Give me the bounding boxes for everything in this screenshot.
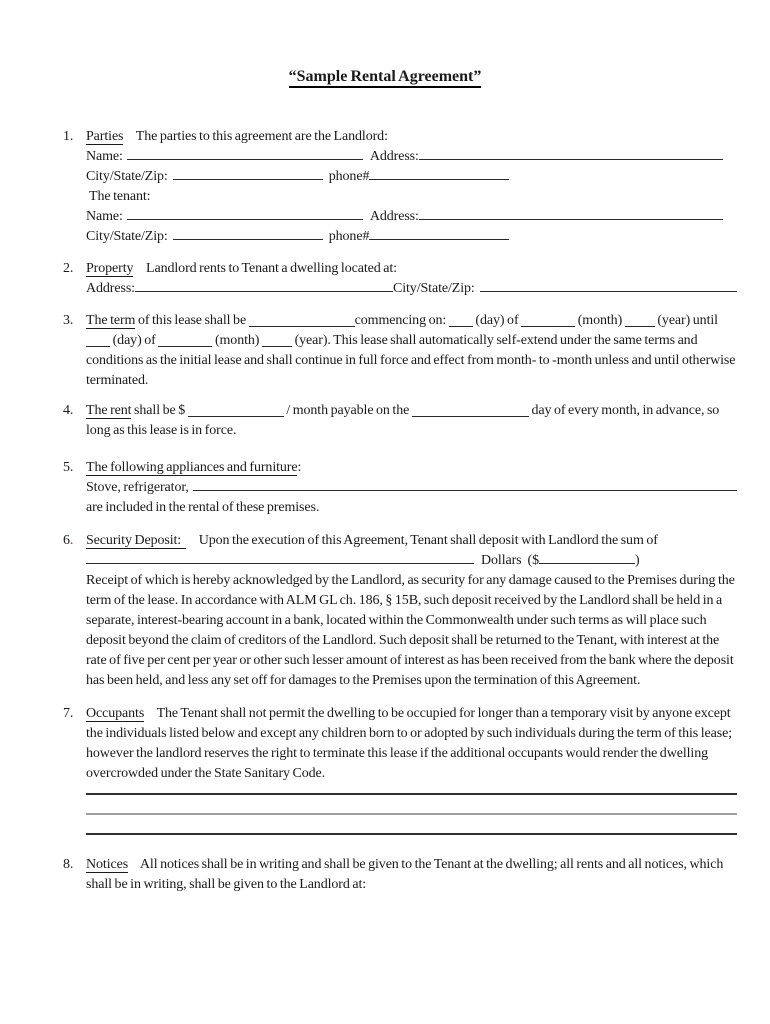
rent-text-3: day of every month, in advance, so long as this lease is in force. — [86, 403, 720, 438]
term-text-4: (month) — [577, 313, 623, 328]
blank-rent-amount[interactable] — [188, 404, 284, 417]
blank-property-city-state-zip[interactable] — [480, 279, 737, 292]
clause-lead-text: The parties to this agreement are the Landlord: — [135, 129, 388, 144]
clause-heading: Security Deposit: — [86, 533, 186, 549]
security-deposit-body: Receipt of which is hereby acknowledged by the Landlord, as security for any damage caused to the Premises during the term of the lease. In accordance with ALM GL ch. 186, § 15B, such deposit received by the Landlord shall be held in a separate, interest-bearing account in a bank, located within the Commonwealth under such terms as will place such deposit beyond the claim of creditors of the Landlord. Such deposit shall be returned to the Tenant, with interest at the rate of five per cent per year or other such lesser amount of interest as has been received from the bank where the deposit has been held, and less any set off for damages to the Premises upon the termination of this Agreement. — [86, 573, 735, 688]
blank-occupant-line-3[interactable] — [86, 815, 737, 835]
clause-property-lead-line — [86, 259, 737, 279]
clause-number — [63, 531, 83, 551]
rent-text-2: / month payable on the — [286, 403, 410, 418]
term-text-6: (day) of — [112, 333, 156, 348]
clause-number: 5. — [63, 460, 74, 475]
clause-notices — [63, 855, 737, 895]
blank-landlord-city-state-zip[interactable] — [173, 167, 323, 180]
clause-heading: The rent — [86, 403, 132, 418]
clause-security-deposit — [63, 531, 737, 691]
clause-number-digit: 6 — [63, 533, 70, 548]
city-state-zip-label: City/State/Zip: — [392, 281, 475, 296]
phone-label: phone# — [328, 229, 370, 244]
city-state-zip-label: City/State/Zip: — [86, 229, 168, 244]
landlord-name-row — [86, 147, 723, 167]
blank-tenant-name[interactable] — [127, 207, 363, 220]
clause-number: 4. — [63, 403, 74, 418]
occupants-blank-lines — [86, 784, 737, 835]
blank-start-month[interactable] — [521, 314, 575, 327]
clause-notices-text — [86, 855, 737, 895]
notices-body-text: All notices shall be in writing and shall be given to the Tenant at the dwelling; all rents and all notices, which shall be in writing, shall be given to the Landlord at: — [86, 857, 724, 892]
address-label: Address: — [369, 209, 419, 224]
blank-occupant-line-2[interactable] — [86, 795, 737, 815]
term-text-2: commencing on: — [354, 313, 447, 328]
deposit-amount-row — [86, 551, 737, 571]
appliances-list-row — [86, 478, 737, 498]
name-label: Name: — [86, 149, 123, 164]
clause-occupants — [63, 704, 737, 835]
clause-rent-text — [86, 401, 737, 441]
property-address-row — [86, 279, 737, 299]
open-paren-dollar: ($ — [527, 553, 539, 568]
clause-appliances — [63, 458, 737, 518]
clause-number: 7. — [63, 706, 74, 721]
clause-lead-text: Landlord rents to Tenant a dwelling located at: — [146, 261, 397, 276]
blank-additional-appliances[interactable] — [193, 478, 737, 491]
rent-text-1: shall be $ — [134, 403, 186, 418]
clause-number: 8. — [63, 857, 74, 872]
blank-deposit-amount-words[interactable] — [86, 551, 474, 564]
clause-parties — [63, 127, 737, 247]
clause-heading: Notices — [86, 857, 129, 872]
clause-heading: The following appliances and furniture — [86, 460, 298, 475]
blank-end-month[interactable] — [158, 334, 212, 347]
clause-number-red-period: . — [69, 533, 74, 548]
clause-number: 2. — [63, 261, 74, 276]
phone-label: phone# — [328, 169, 370, 184]
clause-term — [63, 311, 737, 391]
clause-term-text — [86, 311, 737, 391]
security-deposit-text-1: Upon the execution of this Agreement, Tenant shall deposit with Landlord the sum of — [198, 533, 658, 548]
blank-start-day[interactable] — [449, 314, 473, 327]
clause-parties-lead-line — [86, 127, 737, 147]
blank-tenant-city-state-zip[interactable] — [173, 227, 323, 240]
blank-landlord-name[interactable] — [127, 147, 363, 160]
dollars-label: Dollars — [481, 553, 522, 568]
clause-security-deposit-lead — [86, 531, 737, 551]
clause-appliances-heading-line — [86, 458, 737, 478]
tenant-name-row — [86, 207, 723, 227]
address-label: Address: — [369, 149, 419, 164]
city-state-zip-label: City/State/Zip: — [86, 169, 168, 184]
blank-landlord-phone[interactable] — [369, 167, 509, 180]
clause-number: 3. — [63, 313, 74, 328]
clause-heading: Parties — [86, 129, 124, 144]
blank-tenant-address[interactable] — [419, 207, 723, 220]
blank-deposit-amount-numeric[interactable] — [539, 551, 635, 564]
tenant-city-row — [86, 227, 737, 247]
name-label: Name: — [86, 209, 123, 224]
clause-heading: The term — [86, 313, 136, 328]
blank-landlord-address[interactable] — [419, 147, 723, 160]
blank-occupant-line-1[interactable] — [86, 784, 737, 795]
term-text-1: of this lease shall be — [137, 313, 247, 328]
blank-lease-term[interactable] — [249, 314, 355, 327]
address-label: Address: — [86, 281, 135, 296]
stove-refrigerator-label: Stove, refrigerator, — [86, 480, 189, 495]
document-title-text: “Sample Rental Agreement” — [289, 68, 482, 88]
document-title — [33, 66, 737, 89]
blank-property-address[interactable] — [135, 279, 393, 292]
blank-start-year[interactable] — [625, 314, 655, 327]
term-text-5: (year) until — [657, 313, 718, 328]
clause-rent — [63, 401, 737, 441]
blank-end-day[interactable] — [86, 334, 110, 347]
blank-rent-due-day[interactable] — [412, 404, 529, 417]
term-text-3: (day) of — [475, 313, 519, 328]
clause-occupants-text — [86, 704, 737, 784]
term-text-8: (year). This lease shall automatically self-extend under the same terms and conditions as the initial lease and shall continue in full force and effect from month- to -month unless and until otherwise terminated. — [86, 333, 736, 388]
term-text-7: (month) — [214, 333, 260, 348]
heading-colon: : — [297, 460, 302, 475]
clause-number: 1. — [63, 129, 74, 144]
close-paren: ) — [634, 553, 640, 568]
tenant-line: The tenant: — [89, 189, 151, 204]
appliances-closing-line: are included in the rental of these premises. — [86, 500, 320, 515]
landlord-city-row — [86, 167, 737, 187]
clause-heading: Occupants — [86, 706, 145, 721]
blank-tenant-phone[interactable] — [369, 227, 509, 240]
occupants-body-text: The Tenant shall not permit the dwelling to be occupied for longer than a temporary visit by anyone except the individuals listed below and except any children born to or adopted by such individuals during the term of this lease; however the landlord reserves the right to terminate this lease if the additional occupants would render the dwelling overcrowded under the State Sanitary Code. — [86, 706, 732, 781]
blank-end-year[interactable] — [262, 334, 292, 347]
clause-heading: Property — [86, 261, 134, 276]
clause-property — [63, 259, 737, 299]
